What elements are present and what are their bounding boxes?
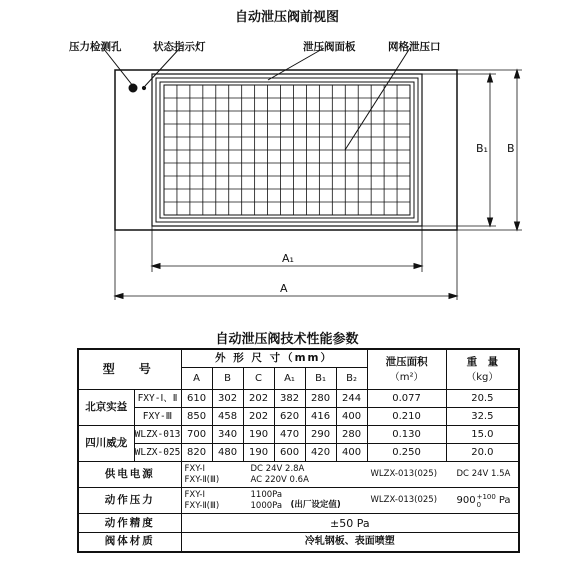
group-name: 四川威龙 bbox=[78, 426, 134, 462]
pressure-value-1: 1100Pa bbox=[250, 489, 283, 500]
header-col-b2: B₂ bbox=[336, 368, 367, 390]
header-weight-cell bbox=[446, 349, 519, 390]
arrow-b1-top bbox=[488, 74, 493, 82]
callout-pressure-hole: 压力检测孔 bbox=[69, 41, 122, 53]
dim-b-label: B bbox=[507, 142, 515, 155]
header-col-a1: A₁ bbox=[274, 368, 305, 390]
arrow-b1-bottom bbox=[488, 218, 493, 226]
value-cell: 470 bbox=[274, 426, 305, 444]
diagram-title: 自动泄压阀前视图 bbox=[234, 10, 339, 25]
weight-cell: 32.5 bbox=[446, 408, 519, 426]
header-outer-size: 外 形 尺 寸（mm） bbox=[181, 349, 367, 368]
leader-pressure-hole bbox=[103, 48, 133, 86]
area-cell: 0.210 bbox=[367, 408, 446, 426]
dim-a-label: A bbox=[280, 282, 288, 295]
value-cell: 850 bbox=[181, 408, 212, 426]
accuracy-value: ±50 Pa bbox=[181, 514, 519, 533]
pressure-value-3-group bbox=[457, 493, 511, 509]
value-cell: 190 bbox=[243, 426, 274, 444]
arrow-b-bottom bbox=[515, 222, 520, 230]
arrow-a-right bbox=[449, 294, 457, 299]
pressure-model-1: FXY-Ⅰ bbox=[184, 489, 205, 500]
area-cell: 0.250 bbox=[367, 444, 446, 462]
spec-table bbox=[77, 348, 520, 553]
value-cell: 420 bbox=[305, 444, 336, 462]
dim-a1-label: A₁ bbox=[282, 252, 294, 265]
pressure-model-2: FXY-Ⅱ(Ⅲ) bbox=[184, 500, 220, 511]
weight-cell: 15.0 bbox=[446, 426, 519, 444]
table-title: 自动泄压阀技术性能参数 bbox=[215, 332, 359, 347]
pressure-tol-down: 0 bbox=[476, 500, 482, 509]
arrow-b-top bbox=[515, 70, 520, 78]
area-cell: 0.077 bbox=[367, 390, 446, 408]
pressure-tolerance bbox=[477, 493, 496, 509]
pressure-unit: Pa bbox=[498, 495, 511, 506]
header-weight-unit: （kg） bbox=[466, 371, 499, 383]
weight-cell: 20.5 bbox=[446, 390, 519, 408]
pressure-value-2: 1000Pa bbox=[250, 500, 283, 511]
header-col-b: B bbox=[212, 368, 243, 390]
value-cell: 280 bbox=[305, 390, 336, 408]
value-cell: 400 bbox=[336, 408, 367, 426]
arrow-a-left bbox=[115, 294, 123, 299]
pressure-tol-up: +100 bbox=[476, 492, 496, 501]
callout-valve-panel: 泄压阀面板 bbox=[303, 41, 356, 53]
value-cell: 820 bbox=[181, 444, 212, 462]
callout-status-light: 状态指示灯 bbox=[153, 41, 206, 53]
dim-b1-label: B₁ bbox=[476, 142, 488, 155]
header-col-c: C bbox=[243, 368, 274, 390]
power-value-2: AC 220V 0.6A bbox=[250, 474, 309, 485]
value-cell: 302 bbox=[212, 390, 243, 408]
callout-grid-outlet: 网格泄压口 bbox=[388, 41, 441, 53]
group-name: 北京实益 bbox=[78, 390, 134, 426]
power-value-3: DC 24V 1.5A bbox=[456, 469, 511, 479]
power-spec bbox=[181, 462, 519, 488]
value-cell: 610 bbox=[181, 390, 212, 408]
status-light-marker bbox=[142, 86, 145, 89]
leader-valve-panel bbox=[268, 48, 324, 80]
pressure-label: 动作压力 bbox=[78, 488, 181, 514]
value-cell: 600 bbox=[274, 444, 305, 462]
model-cell: WLZX-025 bbox=[134, 444, 181, 462]
leader-grid-outlet bbox=[345, 48, 410, 150]
value-cell: 190 bbox=[243, 444, 274, 462]
header-area: 泄压面积 bbox=[385, 355, 428, 368]
power-label: 供电电源 bbox=[78, 462, 181, 488]
weight-cell: 20.0 bbox=[446, 444, 519, 462]
value-cell: 202 bbox=[243, 390, 274, 408]
power-value-1: DC 24V 2.8A bbox=[250, 463, 305, 474]
power-model-2: FXY-Ⅱ(Ⅲ) bbox=[184, 474, 220, 485]
value-cell: 280 bbox=[336, 426, 367, 444]
arrow-a1-left bbox=[152, 264, 160, 269]
value-cell: 416 bbox=[305, 408, 336, 426]
pressure-note: (出厂设定值) bbox=[290, 499, 341, 510]
power-model-3: WLZX-013(025) bbox=[370, 469, 438, 479]
value-cell: 202 bbox=[243, 408, 274, 426]
accuracy-label: 动作精度 bbox=[78, 514, 181, 533]
value-cell: 400 bbox=[336, 444, 367, 462]
power-model-1: FXY-Ⅰ bbox=[184, 463, 205, 474]
area-cell: 0.130 bbox=[367, 426, 446, 444]
pressure-value-3: 900 bbox=[456, 495, 476, 506]
value-cell: 480 bbox=[212, 444, 243, 462]
value-cell: 458 bbox=[212, 408, 243, 426]
header-weight: 重 量 bbox=[466, 355, 499, 368]
model-cell: FXY-Ⅰ、Ⅱ bbox=[134, 390, 181, 408]
value-cell: 340 bbox=[212, 426, 243, 444]
leader-status-light bbox=[145, 48, 180, 86]
model-cell: FXY-Ⅲ bbox=[134, 408, 181, 426]
value-cell: 620 bbox=[274, 408, 305, 426]
header-area-cell bbox=[367, 349, 446, 390]
header-col-b1: B₁ bbox=[305, 368, 336, 390]
model-cell: WLZX-013 bbox=[134, 426, 181, 444]
header-area-unit: （m²） bbox=[389, 371, 424, 383]
material-label: 阀体材质 bbox=[78, 533, 181, 552]
material-value: 冷轧钢板、表面喷塑 bbox=[181, 533, 519, 552]
value-cell: 382 bbox=[274, 390, 305, 408]
header-model: 型 号 bbox=[78, 349, 181, 390]
header-col-a: A bbox=[181, 368, 212, 390]
value-cell: 700 bbox=[181, 426, 212, 444]
pressure-model-3: WLZX-013(025) bbox=[370, 495, 438, 505]
pressure-spec bbox=[181, 488, 519, 514]
value-cell: 244 bbox=[336, 390, 367, 408]
arrow-a1-right bbox=[414, 264, 422, 269]
value-cell: 290 bbox=[305, 426, 336, 444]
